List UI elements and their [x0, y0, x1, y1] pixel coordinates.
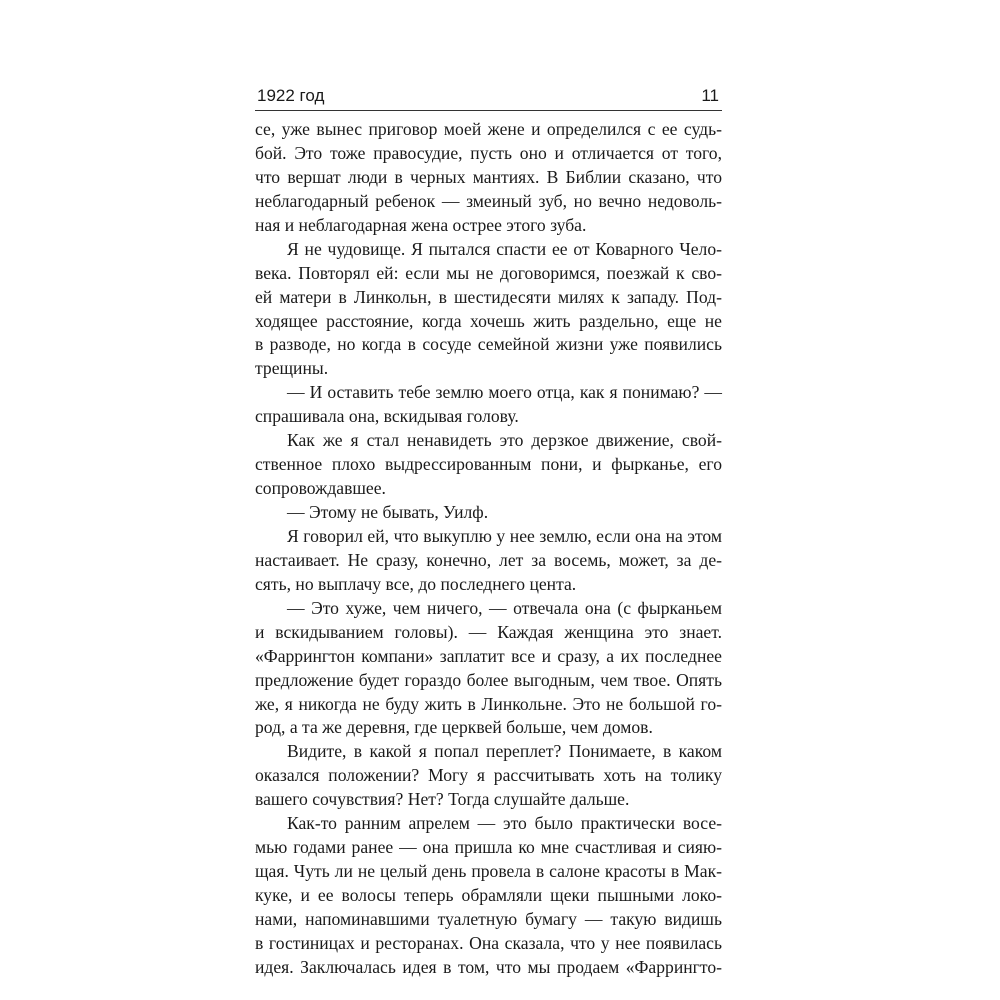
text-line: куке, и ее волосы теперь обрамляли щеки пышными локо-	[255, 885, 722, 905]
text-line: щая. Чуть ли не целый день провела в салоне красоты в Мак-	[255, 861, 722, 882]
text-line: ходящее расстояние, когда хочешь жить раздельно, еще не	[255, 310, 722, 331]
text-line: века. Повторял ей: если мы не договоримся, поезжай к сво-	[255, 262, 722, 283]
chapter-title: 1922 год	[257, 86, 325, 105]
text-line: ная и неблагодарная жена острее этого зуба.	[255, 214, 587, 235]
text-line: — И оставить тебе землю моего отца, как я понимаю? —	[287, 382, 722, 403]
text-line: Я говорил ей, что выкуплю у нее землю, если она на этом	[287, 525, 722, 546]
text-line: нами, напоминавшими туалетную бумагу — такую видишь	[255, 908, 722, 929]
text-line: «Фаррингтон компани» заплатит все и сразу, а их последнее	[255, 645, 722, 666]
text-line: предложение будет гораздо более выгодным, чем твое. Опять	[255, 669, 722, 690]
text-line: се, уже вынес приговор моей жене и определился с ее судь-	[255, 119, 722, 139]
text-line: в гостиницах и ресторанах. Она сказала, что у нее появилась	[255, 932, 722, 953]
page-number: 11	[701, 86, 719, 105]
text-line: вашего сочувствия? Нет? Тогда слушайте дальше.	[255, 789, 630, 810]
text-line: Я не чудовище. Я пытался спасти ее от Коварного Чело-	[287, 238, 722, 259]
text-line: и вскидыванием головы). — Каждая женщина это знает.	[255, 621, 722, 642]
body-text	[255, 118, 722, 980]
text-line: Как же я стал ненавидеть это дерзкое движение, свой-	[287, 430, 722, 451]
text-line: же, я никогда не буду жить в Линкольне. Это не большой го-	[255, 693, 722, 714]
text-line: сять, но выплачу все, до последнего цента.	[255, 573, 577, 594]
text-line: в разводе, но когда в сосуде семейной жизни уже появились	[255, 334, 722, 355]
text-line: настаивает. Не сразу, конечно, лет за восемь, может, за де-	[255, 549, 722, 570]
text-line: Как-то ранним апрелем — это было практически восе-	[287, 813, 722, 834]
text-line: бой. Это тоже правосудие, пусть оно и отличается от того,	[255, 142, 722, 163]
text-line: — Этому не бывать, Уилф.	[287, 502, 489, 522]
text-line: что вершат люди в черных мантиях. В Библии сказано, что	[255, 166, 722, 187]
header-rule	[255, 110, 722, 111]
text-line: ственное плохо выдрессированным пони, и фырканье, его	[255, 454, 722, 475]
text-line: мью годами ранее — она пришла ко мне счастливая и сияю-	[255, 837, 722, 858]
running-head	[255, 86, 722, 108]
text-line: — Это хуже, чем ничего, — отвечала она (с фырканьем	[287, 597, 722, 618]
text-line: ей матери в Линкольн, в шестидесяти милях к западу. Под-	[255, 286, 722, 307]
text-line: неблагодарный ребенок — змеиный зуб, но вечно недоволь-	[255, 190, 722, 211]
book-page	[255, 86, 722, 980]
text-line: Видите, в какой я попал переплет? Понимаете, в каком	[287, 741, 722, 762]
text-line: сопровождавшее.	[255, 478, 386, 499]
text-line: спрашивала она, вскидывая голову.	[255, 406, 519, 427]
text-line: идея. Заключалась идея в том, что мы продаем «Фаррингто-	[255, 956, 722, 977]
text-line: трещины.	[255, 358, 329, 379]
text-line: оказался положении? Могу я рассчитывать хоть на толику	[255, 765, 722, 786]
text-line: род, а та же деревня, где церквей больше, чем домов.	[255, 717, 653, 738]
